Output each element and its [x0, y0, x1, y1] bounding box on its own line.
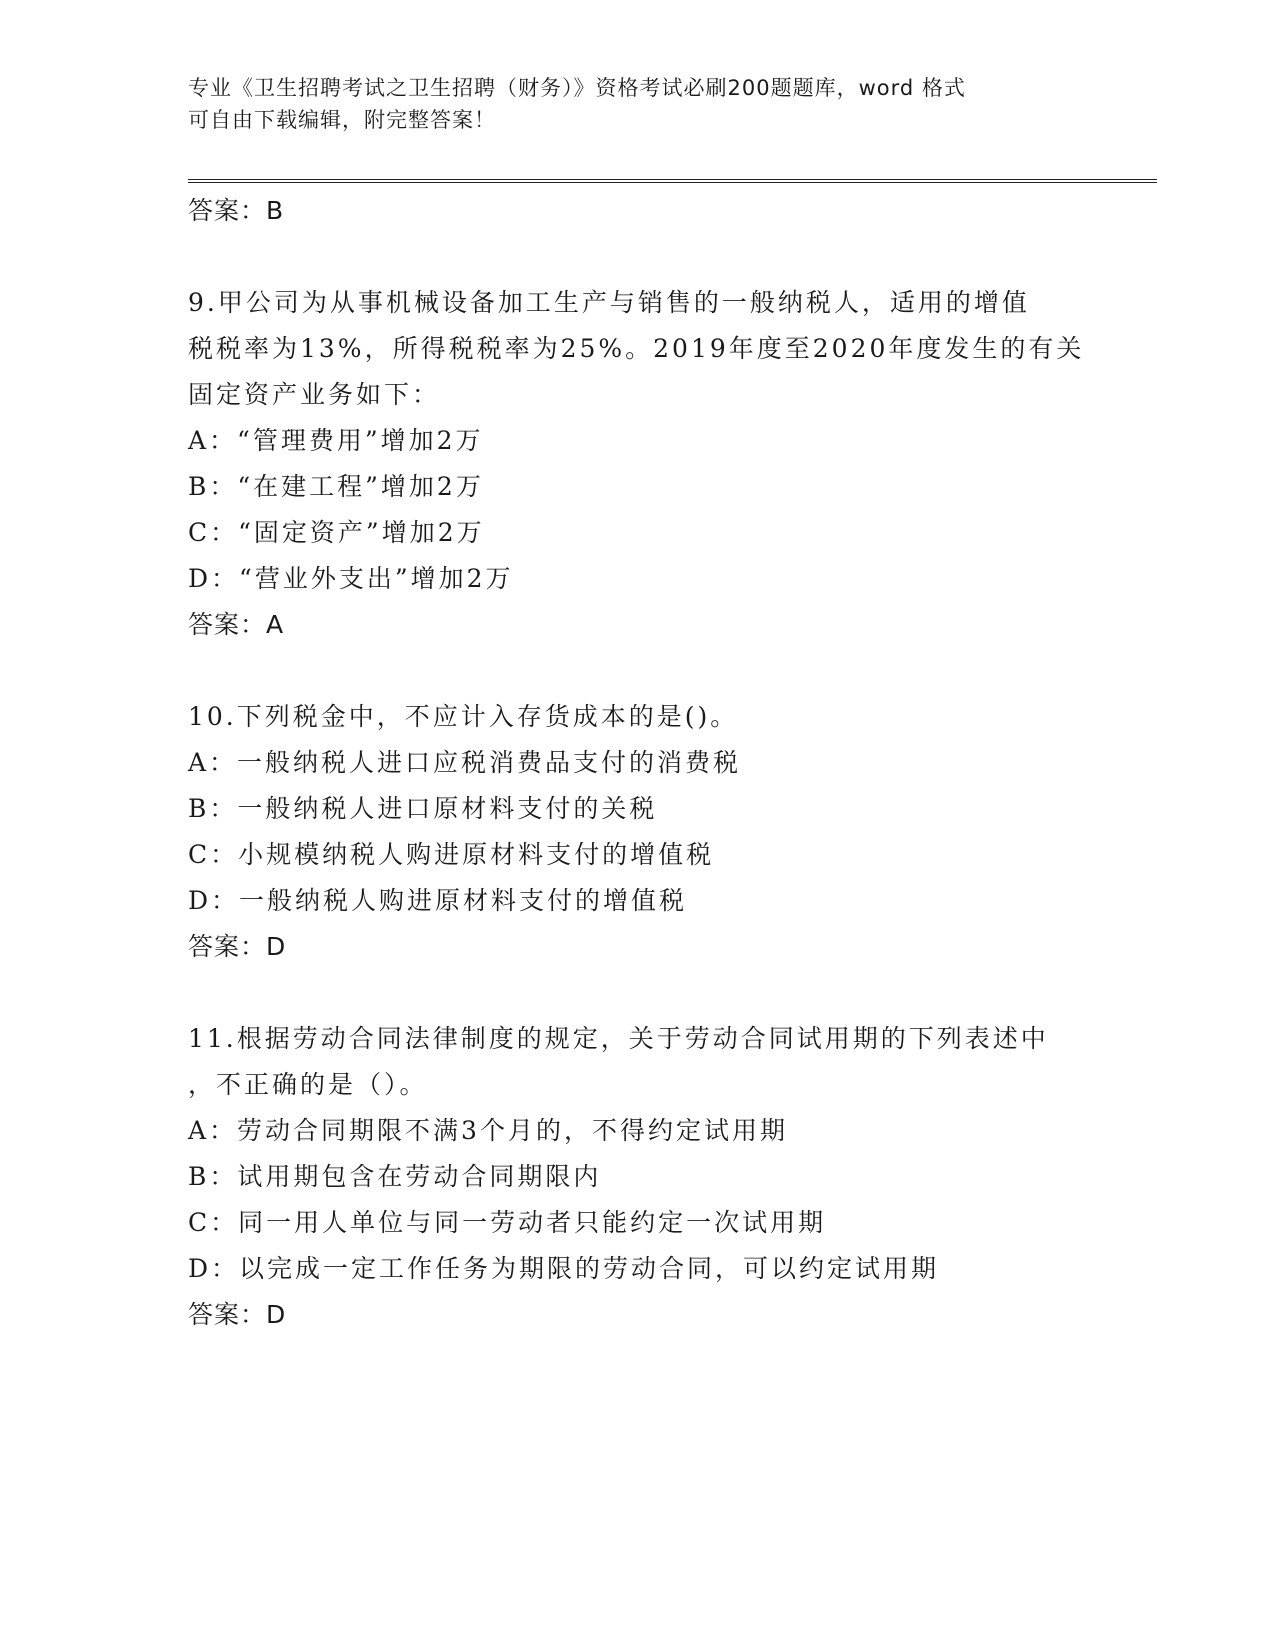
question-9: [188, 280, 1088, 648]
answer-line: 答案：D: [188, 1300, 287, 1329]
document-body: [188, 188, 1088, 1338]
option-c: C：小规模纳税人购进原材料支付的增值税: [188, 840, 715, 869]
answer-line: 答案：A: [188, 610, 285, 639]
option-a: A：一般纳税人进口应税消费品支付的消费税: [188, 748, 742, 777]
option-d: D：一般纳税人购进原材料支付的增值税: [188, 886, 688, 915]
option-a: A：“管理费用”增加2万: [188, 426, 484, 455]
question-text-line: 11.根据劳动合同法律制度的规定，关于劳动合同试用期的下列表述中: [188, 1024, 1049, 1053]
header-line-2: 可自由下载编辑，附完整答案！: [188, 108, 496, 132]
option-c: C：“固定资产”增加2万: [188, 518, 485, 547]
option-b: B：“在建工程”增加2万: [188, 472, 484, 501]
header-divider: [188, 179, 1157, 183]
answer-line: 答案：B: [188, 196, 285, 225]
option-b: B：一般纳税人进口原材料支付的关税: [188, 794, 658, 823]
question-text-line: 10.下列税金中，不应计入存货成本的是()。: [188, 702, 739, 731]
question-text-line: ，不正确的是（）。: [188, 1070, 428, 1099]
option-b: B：试用期包含在劳动合同期限内: [188, 1162, 602, 1191]
question-text-line: 9.甲公司为从事机械设备加工生产与销售的一般纳税人，适用的增值: [188, 288, 1030, 317]
answer-line: 答案：D: [188, 932, 287, 961]
option-c: C：同一用人单位与同一劳动者只能约定一次试用期: [188, 1208, 827, 1237]
question-text-line: 固定资产业务如下：: [188, 380, 441, 409]
question-10: [188, 694, 1088, 970]
question-text-line: 税税率为13%，所得税税率为25%。2019年度至2020年度发生的有关: [188, 334, 1085, 363]
option-d: D：“营业外支出”增加2万: [188, 564, 514, 593]
question-11: [188, 1016, 1088, 1338]
option-a: A：劳动合同期限不满3个月的，不得约定试用期: [188, 1116, 788, 1145]
page-header: [188, 72, 1088, 136]
option-d: D：以完成一定工作任务为期限的劳动合同，可以约定试用期: [188, 1254, 940, 1283]
header-line-1: 专业《卫生招聘考试之卫生招聘（财务）》资格考试必刷200题题库，word 格式: [188, 76, 966, 100]
